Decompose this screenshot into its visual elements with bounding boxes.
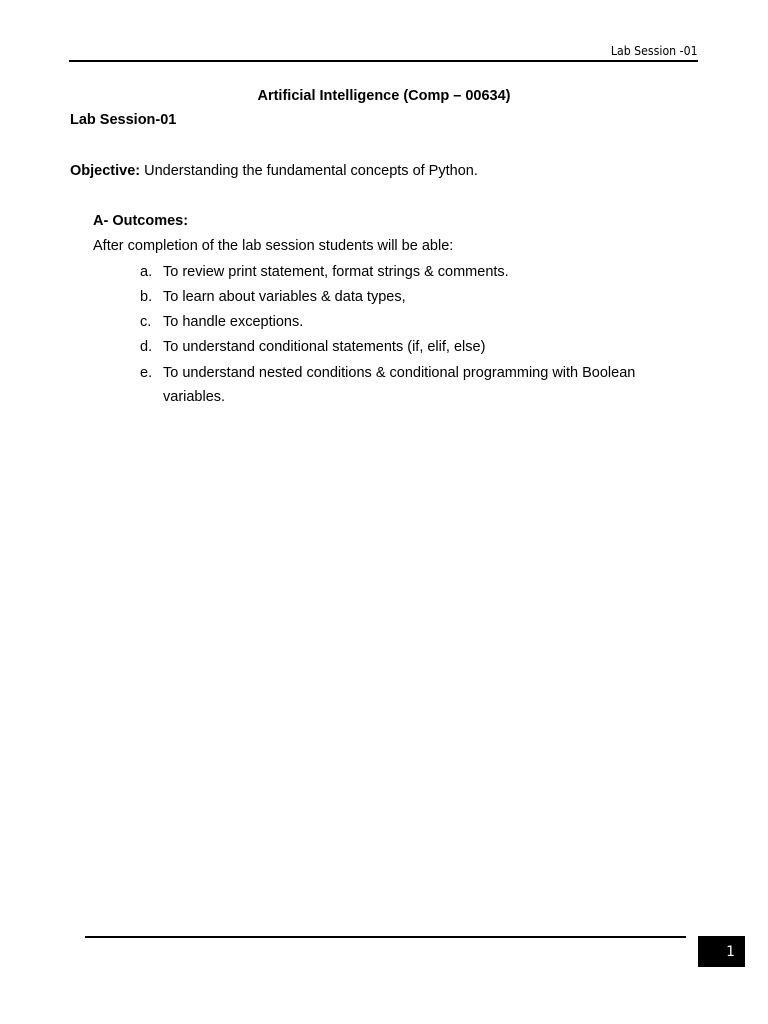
running-header: Lab Session -01	[611, 43, 698, 58]
list-item	[140, 264, 509, 280]
list-text: To handle exceptions.	[163, 314, 304, 330]
objective-text: Understanding the fundamental concepts of Python.	[140, 163, 478, 179]
objective	[70, 163, 478, 179]
objective-label: Objective:	[70, 163, 141, 179]
list-item	[140, 365, 635, 381]
list-text: To understand nested conditions & conditional programming with Boolean	[163, 365, 636, 381]
list-marker: e.	[140, 365, 153, 381]
list-marker: c.	[140, 314, 152, 330]
list-text: To review print statement, format strings & comments.	[163, 264, 509, 280]
list-marker: a.	[140, 264, 153, 280]
list-text: To understand conditional statements (if, elif, else)	[163, 339, 486, 355]
session-heading: Lab Session-01	[70, 112, 177, 128]
list-marker: b.	[140, 289, 153, 305]
list-item	[140, 289, 406, 305]
header-rule	[69, 60, 698, 62]
list-item	[140, 339, 485, 355]
footer-rule	[85, 936, 686, 938]
list-marker: d.	[140, 339, 153, 355]
outcomes-heading: A- Outcomes:	[93, 213, 189, 229]
outcomes-intro: After completion of the lab session students will be able:	[93, 238, 454, 254]
page-number: 1	[698, 936, 745, 967]
list-item-continuation: variables.	[163, 389, 226, 405]
list-item	[140, 314, 303, 330]
document-title: Artificial Intelligence (Comp – 00634)	[257, 88, 511, 104]
list-text: To learn about variables & data types,	[163, 289, 406, 305]
